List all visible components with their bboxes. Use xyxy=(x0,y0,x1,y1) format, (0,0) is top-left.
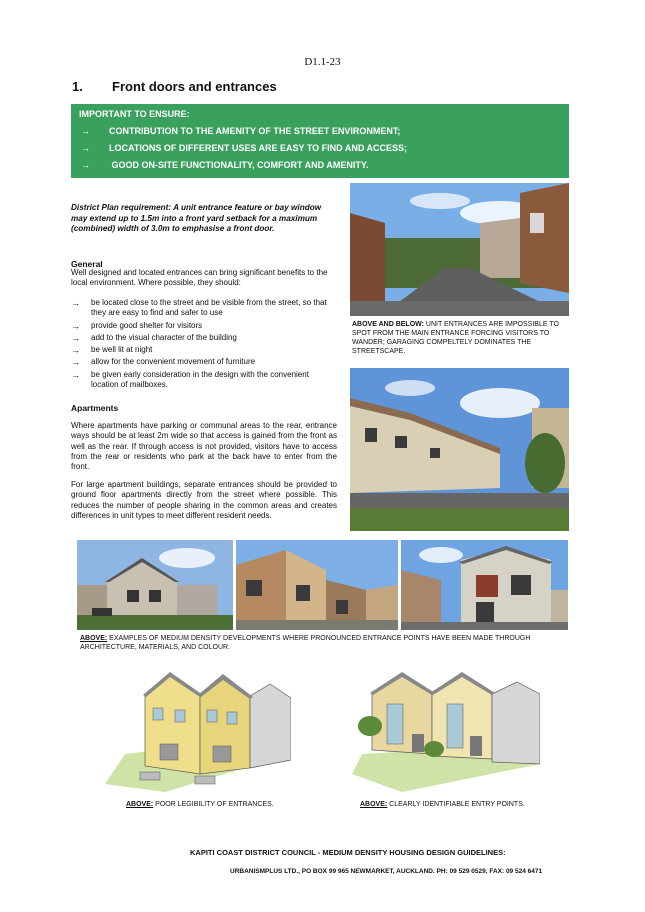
list-item-text: provide good shelter for visitors xyxy=(91,320,203,330)
important-box xyxy=(71,104,569,178)
arrow-icon: → xyxy=(81,126,90,136)
list-item-text: be given early consideration in the design with the convenient location of mailboxes. xyxy=(91,369,309,390)
list-item-text: be well lit at night xyxy=(91,345,153,355)
arrow-icon: → xyxy=(81,160,90,170)
important-item-text: LOCATIONS OF DIFFERENT USES ARE EASY TO FIND AND ACCESS; xyxy=(109,143,408,153)
apartments-paragraph-1: Where apartments have parking or communal areas to the rear, entrance ways should be at least 2m wide so that access is gained from the front as well as the rear. If through access is not provided, visitors have to access from the rear or residents who park at the back have to enter from the front. xyxy=(71,421,337,472)
photo-driveway xyxy=(350,183,569,316)
section-number: 1. xyxy=(72,79,83,94)
list-item xyxy=(71,357,337,367)
caption-poor-legibility xyxy=(126,801,274,808)
sketch-poor-legibility xyxy=(105,664,291,792)
list-item-text: allow for the convenient movement of furniture xyxy=(91,357,256,367)
important-header: IMPORTANT TO ENSURE: xyxy=(79,109,190,119)
important-item xyxy=(81,126,400,136)
photo-example-2 xyxy=(236,540,398,630)
section-title-text: Front doors and entrances xyxy=(112,79,277,94)
general-bullet-list xyxy=(71,298,337,392)
footer-title: KAPITI COAST DISTRICT COUNCIL - MEDIUM DENSITY HOUSING DESIGN GUIDELINES: xyxy=(190,848,506,857)
footer-address: URBANISMPLUS LTD., PO BOX 99 965 NEWMARKET, AUCKLAND. PH: 09 529 0529, FAX: 09 524 6471 xyxy=(230,868,543,875)
list-item xyxy=(71,345,337,355)
important-item xyxy=(81,143,407,153)
caption-text: POOR LEGIBILITY OF ENTRANCES. xyxy=(153,801,274,808)
caption-text: CLEARLY IDENTIFIABLE ENTRY POINTS. xyxy=(387,801,525,808)
caption-text: UNIT ENTRANCES ARE IMPOSSIBLE TO SPOT FROM THE MAIN ENTRANCE FORCING VISITORS TO WANDER; GARAGING COMPELTELY DOMINATES THE STREETSCAPE. xyxy=(352,321,559,355)
list-item xyxy=(71,321,337,331)
caption-label: ABOVE: xyxy=(126,801,154,808)
apartments-heading: Apartments xyxy=(71,403,119,413)
general-intro: Well designed and located entrances can bring significant benefits to the local environment. Where possible, they should: xyxy=(71,268,328,288)
caption-label: ABOVE: xyxy=(360,801,388,808)
caption-clear-entries xyxy=(360,801,525,808)
list-item-text: add to the visual character of the building xyxy=(91,332,237,342)
section-title xyxy=(72,79,277,94)
district-plan-requirement: District Plan requirement: A unit entrance feature or bay window may extend up to 1.5m into a front yard setback for a maximum (combined) width of 3.0m to emphasise a front door. xyxy=(71,203,322,233)
caption-examples xyxy=(80,634,570,652)
arrow-icon: → xyxy=(81,143,90,153)
caption-label: ABOVE: xyxy=(80,635,108,642)
list-item xyxy=(71,333,337,343)
arrow-icon: → xyxy=(71,298,80,308)
caption-above-below xyxy=(352,320,570,356)
general-heading: General xyxy=(71,259,103,269)
arrow-icon: → xyxy=(71,369,80,380)
list-item xyxy=(71,298,337,319)
arrow-icon: → xyxy=(71,320,80,331)
important-item xyxy=(81,160,368,170)
caption-label: ABOVE AND BELOW: xyxy=(352,321,424,328)
arrow-icon: → xyxy=(71,357,80,368)
photo-terraced-units xyxy=(350,368,569,531)
list-item xyxy=(71,370,337,391)
sketch-clear-entries xyxy=(352,664,540,792)
arrow-icon: → xyxy=(71,345,80,356)
page-number: D1.1-23 xyxy=(304,56,341,68)
list-item-text: be located close to the street and be visible from the street, so that they are easy to find and safer to use xyxy=(91,298,327,318)
important-item-text: GOOD ON-SITE FUNCTIONALITY, COMFORT AND AMENITY. xyxy=(109,160,369,170)
photo-example-1 xyxy=(77,540,233,630)
caption-text: EXAMPLES OF MEDIUM DENSITY DEVELOPMENTS WHERE PRONOUNCED ENTRANCE POINTS HAVE BEEN MADE THROUGH ARCHITECTURE, MATERIALS, AND COLOUR. xyxy=(80,635,531,651)
apartments-paragraph-2: For large apartment buildings, separate entrances should be provided to ground floor apartments directly from the street where possible. This reduces the number of people sharing in the common areas and creates differences in unit types to meet different resident needs. xyxy=(71,480,337,520)
arrow-icon: → xyxy=(71,332,80,343)
important-item-text: CONTRIBUTION TO THE AMENITY OF THE STREET ENVIRONMENT; xyxy=(109,126,401,136)
photo-example-3 xyxy=(401,540,568,630)
